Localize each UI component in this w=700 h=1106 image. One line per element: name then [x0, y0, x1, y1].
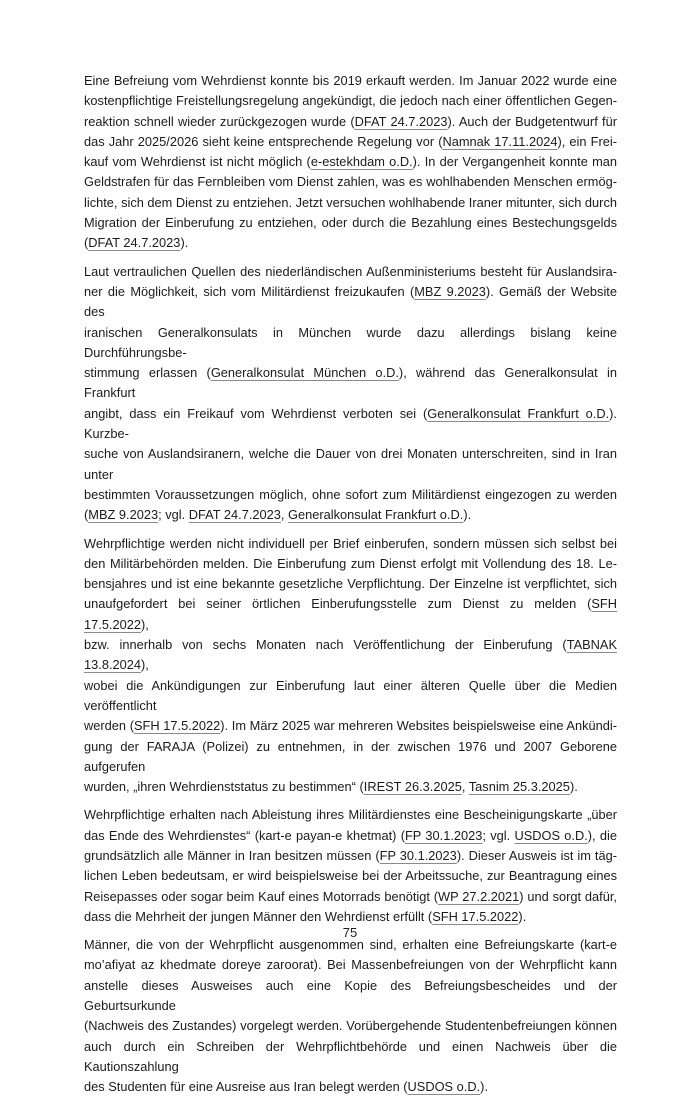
text-run: Eine Befreiung vom Wehrdienst konnte bis 2019 erkauft werden. Im Januar 2022 wurde eine	[84, 73, 617, 88]
text-line	[84, 635, 617, 676]
reference-link[interactable]: DFAT 24.7.2023	[354, 113, 448, 129]
reference-link[interactable]: e-estekhdam o.D.	[310, 154, 413, 170]
text-line	[84, 826, 617, 846]
text-run: bzw. innerhalb von sechs Monaten nach Veröffentlichung der Einberufung (	[84, 637, 567, 653]
text-run: anstelle dieses Ausweises auch eine Kopie des Befreiungsbescheides und der Geburtsurkunde	[84, 977, 617, 1014]
text-run: ; vgl.	[482, 827, 515, 843]
reference-link[interactable]: IREST 26.3.2025	[363, 779, 462, 795]
reference-link[interactable]: WP 27.2.2021	[438, 888, 520, 904]
text-line	[84, 213, 617, 233]
text-line	[84, 574, 617, 594]
text-run: bensjahres und ist eine bekannte gesetzliche Verpflichtung. Der Einzelne ist verpflichtet, sich	[84, 576, 617, 592]
text-line	[84, 594, 617, 635]
reference-link[interactable]: SFH 17.5.2022	[432, 908, 519, 924]
text-run: werden (	[84, 718, 134, 734]
text-run: ) und sorgt dafür,	[519, 888, 617, 904]
text-run: des Studenten für eine Ausreise aus Iran belegt werden (	[84, 1079, 408, 1095]
paragraph	[84, 805, 617, 927]
text-run: dass die Mehrheit der jungen Männer den Wehrdienst erfüllt (	[84, 908, 433, 924]
text-run: ). Dieser Ausweis ist im täg-	[456, 847, 617, 863]
text-line	[84, 1077, 617, 1097]
reference-link[interactable]: USDOS o.D.	[407, 1079, 481, 1095]
text-run: Geldstrafen für das Fernbleiben vom Dienst zahlen, was es wohlhabenden Menschen ermög-	[84, 174, 617, 190]
reference-link[interactable]: SFH 17.5.2022	[133, 718, 221, 734]
text-line	[84, 404, 617, 445]
text-run: reaktion schnell wieder zurückgezogen wurde (	[84, 113, 355, 129]
reference-link[interactable]: USDOS o.D.	[514, 827, 588, 843]
text-run: auch durch ein Schreiben der Wehrpflichtbehörde und einen Nachweis über die Kautionszahlung	[84, 1038, 617, 1074]
text-line	[84, 505, 617, 525]
text-run: ; vgl.	[158, 507, 189, 523]
text-run: ). Auch der Budgetentwurf für	[447, 113, 617, 129]
reference-link[interactable]: Namnak 17.11.2024	[442, 133, 558, 149]
text-line	[84, 737, 617, 778]
reference-link[interactable]: Tasnim 25.3.2025	[468, 779, 570, 795]
reference-link[interactable]: Generalkonsulat Frankfurt o.D.	[427, 405, 610, 421]
reference-link[interactable]: SFH 17.5.2022	[84, 596, 617, 632]
text-run: Männer, die von der Wehrpflicht ausgenommen sind, erhalten eine Befreiungskarte (kart-e	[84, 937, 617, 953]
text-run: (Nachweis des Zustandes) vorgelegt werden. Vorübergehende Studentenbefreiungen können	[84, 1018, 617, 1034]
text-run: stimmung erlassen (	[84, 365, 211, 381]
text-run: bestimmten Voraussetzungen möglich, ohne sofort zum Militärdienst eingezogen zu werden	[84, 486, 617, 502]
text-line	[84, 444, 617, 485]
text-line	[84, 193, 617, 213]
text-line	[84, 805, 617, 825]
text-run: ).	[180, 235, 189, 251]
text-line	[84, 716, 617, 736]
text-run: ).	[518, 908, 527, 924]
reference-link[interactable]: TABNAK 13.8.2024	[84, 637, 617, 673]
text-run: Wehrpflichtige werden nicht individuell per Brief einberufen, sondern müssen sich selbst bei	[84, 535, 617, 551]
text-run: mo’afiyat az khedmate doreye zaroorat). Bei Massenbefreiungen von der Wehrpflicht kann	[84, 957, 617, 973]
text-line	[84, 71, 617, 91]
text-line	[84, 152, 617, 172]
text-run: den Militärbehörden melden. Die Einberufung zum Dienst erfolgt mit Vollendung des 18. Le-	[84, 555, 617, 571]
text-run: suche von Auslandsiranern, welche die Dauer von drei Monaten unterschreiten, sind in Iran unter	[84, 446, 617, 482]
text-run: ). In der Vergangenheit konnte man	[412, 154, 617, 170]
text-run: lichen Leben bedeutsam, er wird beispielsweise bei der Arbeitssuche, zur Beantragung eines	[84, 868, 617, 884]
text-run: Migration der Einberufung zu entziehen, oder durch die Bezahlung eines Bestechungsgelds	[84, 215, 617, 231]
text-run: ).	[463, 507, 472, 523]
text-run: angibt, dass ein Freikauf vom Wehrdienst verboten sei (	[84, 405, 428, 421]
text-run: gung der FARAJA (Polizei) zu entnehmen, in der zwischen 1976 und 2007 Geborene aufgerufen	[84, 738, 617, 774]
text-run: Wehrpflichtige erhalten nach Ableistung ihres Militärdienstes eine Bescheinigungskarte „über	[84, 807, 617, 823]
text-run: ), die	[587, 827, 617, 843]
text-run: ), während das Generalkonsulat in Frankfurt	[84, 365, 617, 401]
text-run: das Jahr 2025/2026 sieht keine entsprechende Regelung vor (	[84, 133, 443, 149]
text-run: Reisepasses oder sogar beim Kauf eines Motorrads benötigt (	[84, 888, 439, 904]
text-line	[84, 777, 617, 797]
text-run: ). Im März 2025 war mehreren Websites beispielsweise eine Ankündi-	[220, 718, 617, 734]
text-run: (	[84, 507, 89, 523]
text-line	[84, 323, 617, 364]
text-run: ).	[480, 1079, 489, 1095]
text-run: ), ein Frei-	[557, 133, 617, 149]
paragraph	[84, 262, 617, 526]
paragraph	[84, 534, 617, 798]
reference-link[interactable]: FP 30.1.2023	[379, 847, 457, 863]
text-run: kauf vom Wehrdienst ist nicht möglich (	[84, 154, 311, 170]
text-line	[84, 1016, 617, 1036]
text-run: lichte, sich dem Dienst zu entziehen. Jetzt versuchen wohlhabende Iraner mitunter, sich durch	[84, 194, 617, 210]
text-line	[84, 363, 617, 404]
page-number: 75	[342, 925, 358, 940]
paragraph	[84, 71, 617, 254]
document-body	[84, 71, 617, 1106]
text-line	[84, 976, 617, 1017]
text-run: kostenpflichtige Freistellungsregelung angekündigt, die jedoch nach einer öffentlichen Gegen-	[84, 93, 617, 109]
text-line	[84, 866, 617, 886]
text-run: ). Gemäß der Website des	[84, 283, 617, 320]
text-run: ,	[461, 779, 469, 795]
text-line	[84, 887, 617, 907]
reference-link[interactable]: MBZ 9.2023	[414, 283, 486, 299]
text-run: ner die Möglichkeit, sich vom Militärdienst freizukaufen (	[84, 283, 415, 299]
text-line	[84, 485, 617, 505]
text-run: ).	[569, 779, 578, 795]
text-run: ),	[141, 616, 149, 632]
text-run: ). Kurzbe-	[84, 405, 617, 442]
text-run: (	[84, 235, 89, 251]
text-run: ,	[280, 507, 289, 523]
reference-link[interactable]: DFAT 24.7.2023	[88, 235, 181, 251]
reference-link[interactable]: Generalkonsulat Frankfurt o.D.	[288, 507, 464, 523]
text-line	[84, 172, 617, 192]
text-run: grundsätzlich alle Männer in Iran besitzen müssen (	[84, 847, 380, 863]
text-line	[84, 112, 617, 132]
reference-link[interactable]: Generalkonsulat München o.D.	[210, 365, 399, 381]
text-run: das Ende des Wehrdienstes“ (kart-e payan-e khetmat) (	[84, 827, 405, 843]
text-run: wobei die Ankündigungen zur Einberufung laut einer älteren Quelle über die Medien veröffentlicht	[84, 677, 617, 713]
text-run: unaufgefordert bei seiner örtlichen Einberufungsstelle zum Dienst zu melden (	[84, 596, 592, 612]
text-line	[84, 233, 617, 253]
text-line	[84, 132, 617, 152]
text-run: iranischen Generalkonsulats in München wurde dazu allerdings bislang keine Durchführungsbe-	[84, 324, 617, 360]
text-line	[84, 676, 617, 717]
paragraph	[84, 935, 617, 1097]
text-line	[84, 554, 617, 574]
text-run: Laut vertraulichen Quellen des niederländischen Außenministeriums besteht für Auslandsira-	[84, 263, 617, 279]
reference-link[interactable]: MBZ 9.2023	[88, 507, 159, 523]
reference-link[interactable]: FP 30.1.2023	[404, 827, 483, 843]
text-line	[84, 262, 617, 282]
text-line	[84, 846, 617, 866]
text-line	[84, 534, 617, 554]
text-line	[84, 91, 617, 111]
text-line	[84, 1037, 617, 1078]
text-run: ),	[141, 657, 149, 673]
reference-link[interactable]: DFAT 24.7.2023	[188, 507, 281, 523]
text-line	[84, 282, 617, 323]
text-run: wurden, „ihren Wehrdienststatus zu bestimmen“ (	[84, 779, 364, 795]
text-line	[84, 955, 617, 975]
